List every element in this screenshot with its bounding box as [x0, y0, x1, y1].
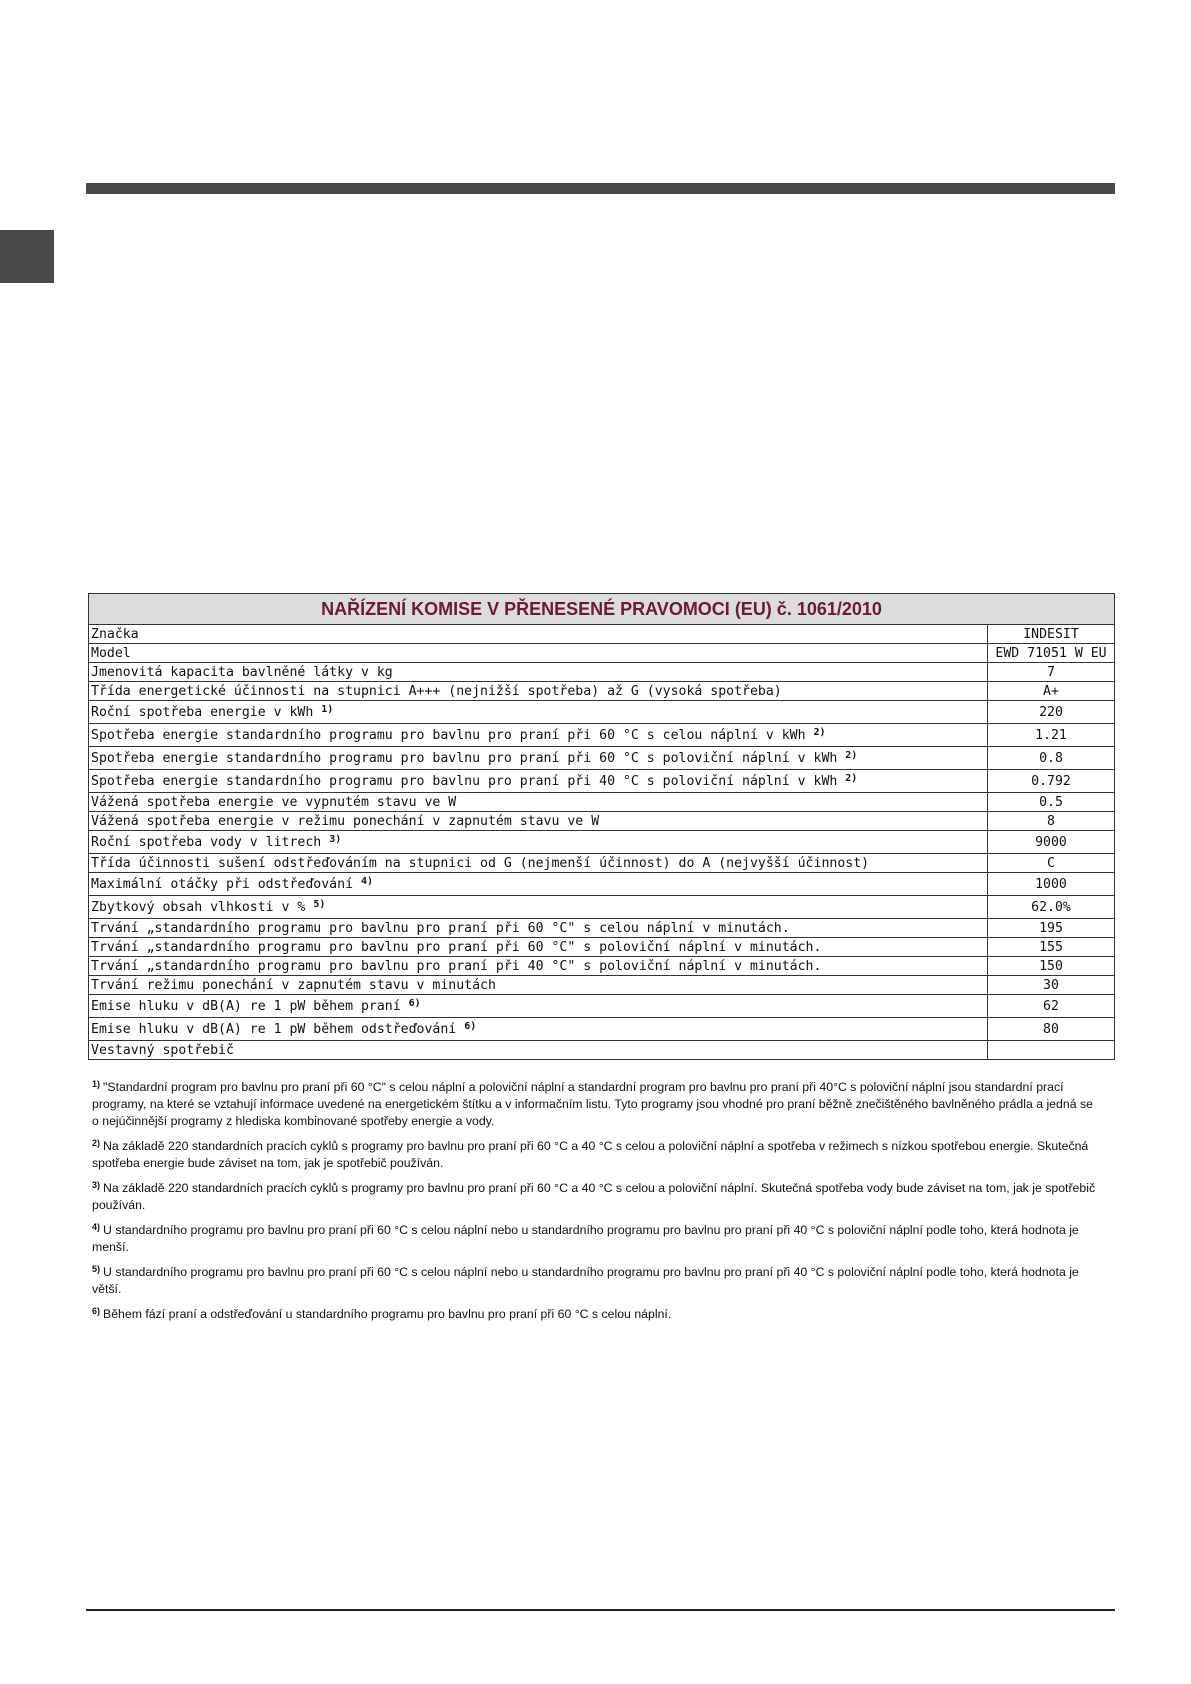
table-row — [89, 976, 1115, 995]
row-value: 0.8 — [988, 747, 1115, 770]
row-value: 155 — [988, 938, 1115, 957]
row-label: Spotřeba energie standardního programu pro bavlnu pro praní při 60 °C s poloviční náplní v kWh $^{2)}$ — [89, 747, 988, 770]
row-label: Zbytkový obsah vlhkosti v % $^{5)}$ — [89, 896, 988, 919]
table-row — [89, 919, 1115, 938]
row-value: 195 — [988, 919, 1115, 938]
table-row — [89, 873, 1115, 896]
row-label: Roční spotřeba energie v kWh $^{1)}$ — [89, 701, 988, 724]
footnote-ref: 6) — [464, 1020, 477, 1032]
row-value: EWD 71051 W EU — [988, 644, 1115, 663]
row-value: 1.21 — [988, 724, 1115, 747]
row-label: Jmenovitá kapacita bavlněné látky v kg — [89, 663, 988, 682]
row-value: C — [988, 854, 1115, 873]
row-label: Trvání „standardního programu pro bavlnu pro praní při 60 °C" s poloviční náplní v minutách. — [89, 938, 988, 957]
table-row — [89, 625, 1115, 644]
row-value: 9000 — [988, 831, 1115, 854]
row-value: 7 — [988, 663, 1115, 682]
footnote-text: U standardního programu pro bavlnu pro praní při 60 °C s celou náplní nebo u standardního programu pro bavlnu pro praní při 40 °C s poloviční náplní podle toho, která hodnota je menší. — [92, 1223, 1079, 1254]
footnote-ref: 1) — [321, 703, 334, 715]
footnote-mark: 3) — [92, 1180, 101, 1190]
footnote — [92, 1180, 1102, 1214]
row-label: Vážená spotřeba energie v režimu ponechání v zapnutém stavu ve W — [89, 812, 988, 831]
footnote — [92, 1264, 1102, 1298]
footnote-mark: 2) — [92, 1138, 101, 1148]
table-row — [89, 1041, 1115, 1060]
row-label: Trvání režimu ponechání v zapnutém stavu v minutách — [89, 976, 988, 995]
table-row — [89, 724, 1115, 747]
row-value: 1000 — [988, 873, 1115, 896]
footnote-mark: 1) — [92, 1079, 101, 1089]
row-label: Model — [89, 644, 988, 663]
footnote-ref: 3) — [329, 833, 342, 845]
row-value: A+ — [988, 682, 1115, 701]
footnote-ref: 2) — [813, 726, 826, 738]
row-value: 62 — [988, 995, 1115, 1018]
row-value — [988, 1041, 1115, 1060]
product-fiche-table — [88, 593, 1115, 1060]
row-label: Trvání „standardního programu pro bavlnu pro praní při 40 °C" s poloviční náplní v minutách. — [89, 957, 988, 976]
table-row — [89, 812, 1115, 831]
footnote-ref: 4) — [360, 875, 374, 887]
row-label: Spotřeba energie standardního programu pro bavlnu pro praní při 60 °C s celou náplní v kWh $^{2)}$ — [89, 724, 988, 747]
row-value: 150 — [988, 957, 1115, 976]
table-row — [89, 701, 1115, 724]
table-row — [89, 995, 1115, 1018]
table-row — [89, 682, 1115, 701]
row-value: INDESIT — [988, 625, 1115, 644]
row-label: Třída účinnosti sušení odstřeďováním na stupnici od G (nejmenší účinnost) do A (nejvyšší účinnost) — [89, 854, 988, 873]
footnote-text: Na základě 220 standardních pracích cyklů s programy pro bavlnu pro praní při 60 °C a 40 °C s celou a poloviční náplní. Skutečná spotřeba vody bude záviset na tom, jak je spotřebič používán. — [92, 1181, 1096, 1212]
table-row — [89, 747, 1115, 770]
footnote-text: U standardního programu pro bavlnu pro praní při 60 °C s celou náplní nebo u standardního programu pro bavlnu pro praní při 40 °C s poloviční náplní podle toho, která hodnota je větší. — [92, 1265, 1079, 1296]
row-label: Maximální otáčky při odstřeďování $^{4)}$ — [89, 873, 988, 896]
footnote-ref: 2) — [845, 749, 858, 761]
footnote-ref: 2) — [845, 772, 858, 784]
header-rule — [86, 183, 1115, 194]
footnote-mark: 4) — [92, 1222, 101, 1232]
table-row — [89, 957, 1115, 976]
row-value: 30 — [988, 976, 1115, 995]
row-label: Značka — [89, 625, 988, 644]
footnote-mark: 6) — [92, 1306, 101, 1316]
table-row — [89, 793, 1115, 812]
row-label: Třída energetické účinnosti na stupnici A+++ (nejnižší spotřeba) až G (vysoká spotřeba) — [89, 682, 988, 701]
table-row — [89, 663, 1115, 682]
table-row — [89, 770, 1115, 793]
footnote — [92, 1138, 1102, 1172]
row-value: 220 — [988, 701, 1115, 724]
footnote-ref: 6) — [408, 997, 421, 1009]
footer-rule — [86, 1609, 1115, 1611]
row-label: Emise hluku v dB(A) re 1 pW během praní $^{6)}$ — [89, 995, 988, 1018]
language-tab-marker — [0, 230, 54, 283]
footnote — [92, 1306, 1102, 1323]
row-label: Vestavný spotřebič — [89, 1041, 988, 1060]
footnote-text: Během fází praní a odstřeďování u standardního programu pro bavlnu pro praní při 60 °C s celou náplní. — [103, 1307, 672, 1321]
row-value: 0.792 — [988, 770, 1115, 793]
row-label: Vážená spotřeba energie ve vypnutém stavu ve W — [89, 793, 988, 812]
table-row — [89, 831, 1115, 854]
table-row — [89, 644, 1115, 663]
row-label: Spotřeba energie standardního programu pro bavlnu pro praní při 40 °C s poloviční náplní v kWh $^{2)}$ — [89, 770, 988, 793]
table-row — [89, 854, 1115, 873]
row-value: 0.5 — [988, 793, 1115, 812]
table-row — [89, 938, 1115, 957]
table-row — [89, 1018, 1115, 1041]
row-value: 80 — [988, 1018, 1115, 1041]
row-label: Emise hluku v dB(A) re 1 pW během odstřeďování $^{6)}$ — [89, 1018, 988, 1041]
footnote-ref: 5) — [313, 898, 326, 910]
footnote-mark: 5) — [92, 1264, 101, 1274]
footnote-text: "Standardní program pro bavlnu pro praní při 60 °C" s celou náplní a poloviční náplní a standardní program pro bavlnu pro praní při 40°C s poloviční náplní jsou standardní prací programy, na které se vztahují informace uvedené na energetickém štítku a v informačním listu. Tyto programy jsou vhodné pro praní běžně znečištěného bavlněného prádla a jedná se o nejúčinnější programy z hlediska kombinované spotřeby energie a vody. — [92, 1080, 1093, 1128]
row-value: 8 — [988, 812, 1115, 831]
row-value: 62.0% — [988, 896, 1115, 919]
footnote — [92, 1222, 1102, 1256]
footnote — [92, 1079, 1102, 1130]
footnote-text: Na základě 220 standardních pracích cyklů s programy pro bavlnu pro praní při 60 °C a 40 °C s celou a poloviční náplní a spotřeba v režimech s nízkou spotřebou energie. Skutečná spotřeba energie bude záviset na tom, jak je spotřebič používán. — [92, 1139, 1089, 1170]
table-title: NAŘÍZENÍ KOMISE V PŘENESENÉ PRAVOMOCI (EU) č. 1061/2010 — [89, 594, 1115, 625]
row-label: Trvání „standardního programu pro bavlnu pro praní při 60 °C" s celou náplní v minutách. — [89, 919, 988, 938]
row-label: Roční spotřeba vody v litrech $^{3)}$ — [89, 831, 988, 854]
table-row — [89, 896, 1115, 919]
footnotes — [92, 1079, 1102, 1331]
